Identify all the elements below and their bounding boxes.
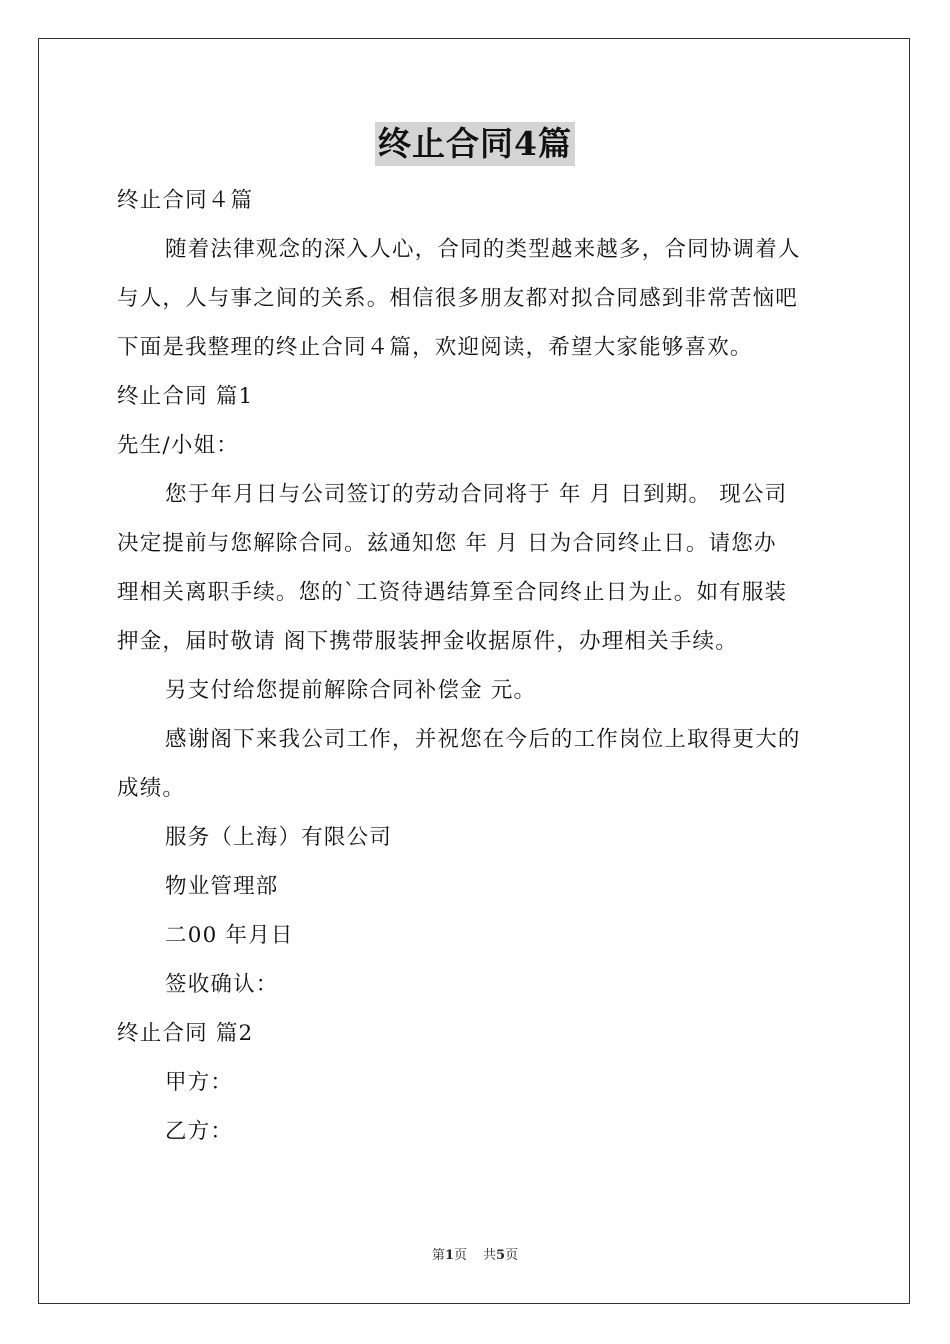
text-line: 二00 年月日 — [165, 923, 294, 948]
footer-total-suffix: 页 — [505, 1248, 519, 1263]
text-line: 与人，人与事之间的关系。相信很多朋友都对拟合同感到非常苦恼吧 — [117, 286, 799, 311]
footer-page-prefix: 第 — [431, 1248, 445, 1263]
section-heading: 终止合同 篇2 — [117, 1021, 254, 1046]
footer-page-total: 5 — [496, 1248, 506, 1263]
text-line: 决定提前与您解除合同。兹通知您 年 月 日为合同终止日。请您办 — [117, 531, 777, 556]
text-line: 您于年月日与公司签订的劳动合同将于 年 月 日到期。 现公司 — [165, 482, 788, 507]
text-line: 甲方： — [165, 1070, 234, 1095]
title-container — [0, 122, 950, 166]
text-line: 感谢阁下来我公司工作，并祝您在今后的工作岗位上取得更大的 — [165, 727, 801, 752]
section-heading: 终止合同 篇1 — [117, 384, 254, 409]
document-body — [117, 176, 837, 1156]
text-line: 随着法律观念的深入人心，合同的类型越来越多，合同协调着人 — [165, 237, 801, 262]
text-line: 服务（上海）有限公司 — [165, 825, 393, 850]
document-title: 终止合同4篇 — [375, 122, 575, 166]
text-line: 另支付给您提前解除合同补偿金 元。 — [165, 678, 537, 703]
text-line: 终止合同４篇 — [117, 188, 254, 213]
text-line: 理相关离职手续。您的`工资待遇结算至合同终止日为止。如有服装 — [117, 580, 788, 605]
text-line: 乙方： — [165, 1119, 234, 1144]
text-line: 押金，届时敬请 阁下携带服装押金收据原件，办理相关手续。 — [117, 629, 738, 654]
page-footer — [0, 1246, 950, 1266]
text-line: 成绩。 — [117, 776, 186, 801]
footer-total-prefix: 共 — [483, 1248, 497, 1263]
footer-page-current: 1 — [444, 1248, 454, 1263]
text-line: 先生/小姐： — [117, 433, 239, 458]
footer-page-mid: 页 — [453, 1248, 467, 1263]
text-line: 物业管理部 — [165, 874, 279, 899]
text-line: 下面是我整理的终止合同４篇，欢迎阅读，希望大家能够喜欢。 — [117, 335, 753, 360]
text-line: 签收确认： — [165, 972, 279, 997]
